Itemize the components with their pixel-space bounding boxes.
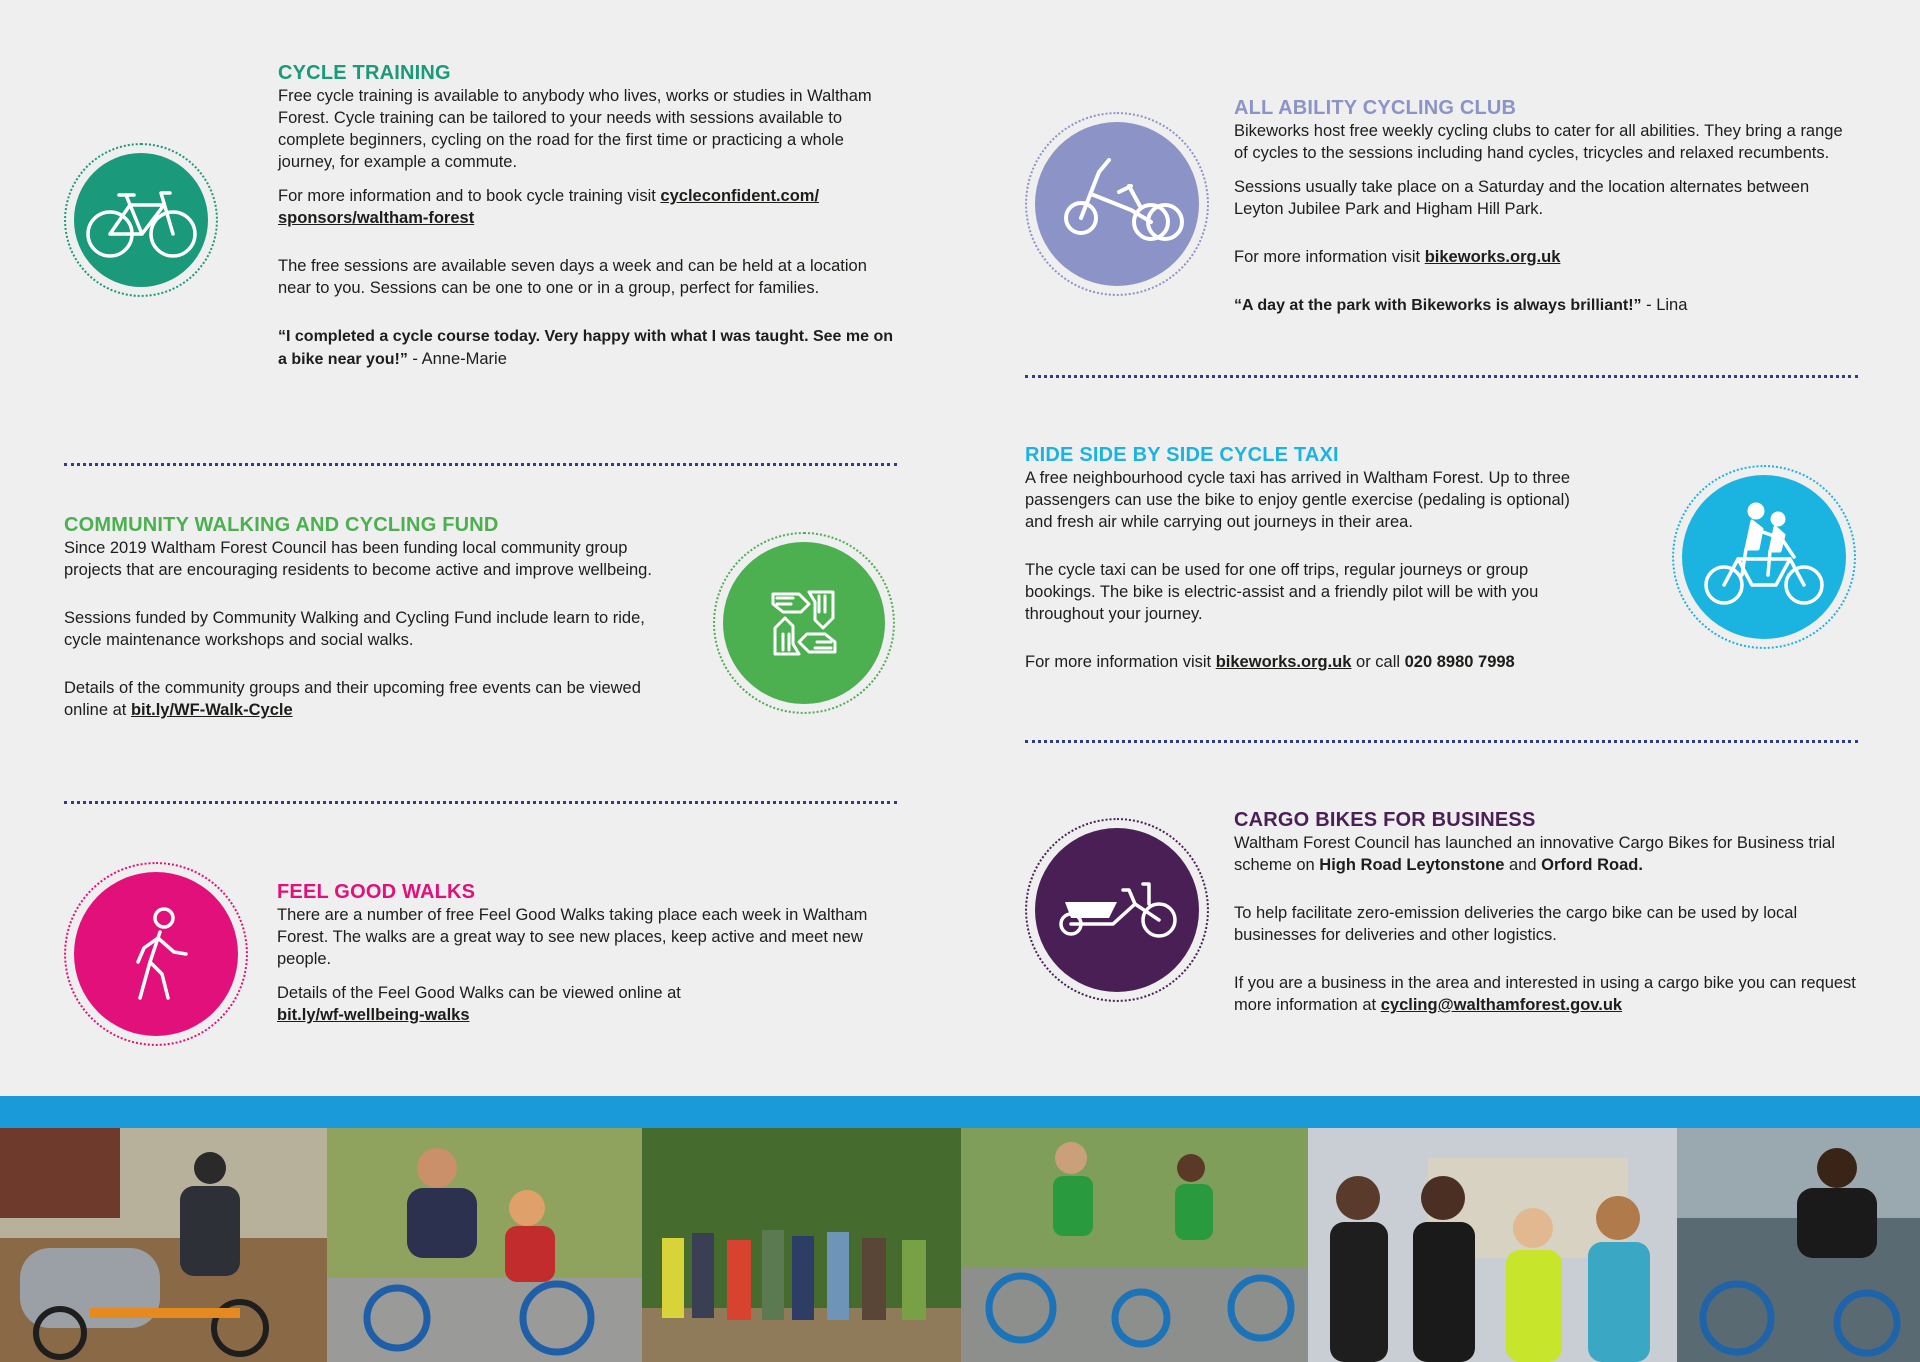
tandem-riders-icon: [1672, 465, 1856, 649]
blue-banner: [0, 1096, 1920, 1128]
body-text: A free neighbourhood cycle taxi has arrived in Waltham Forest. Up to three passengers can use the bike to enjoy gentle exercise (pedaling is optional) and fresh air while carrying out journeys in their area.: [1025, 469, 1571, 531]
cycle-training-section: [278, 62, 893, 371]
body-text: Free cycle training is available to anybody who lives, works or studies in Waltham Forest. Cycle training can be tailored to your needs with sessions available to complete beginners, cycling on the road for the first time or practicing a whole journey, for example a commute.: [278, 87, 872, 171]
section-title: COMMUNITY WALKING AND CYCLING FUND: [64, 514, 499, 536]
all-ability-section: [1234, 97, 1859, 317]
cycle-taxi-badge: [1672, 465, 1856, 649]
divider: [64, 801, 897, 804]
cargo-bikes-section: [1234, 809, 1864, 1016]
photo-group-women: [1308, 1128, 1677, 1362]
body-text: The cycle taxi can be used for one off trips, regular journeys or group bookings. The bike is electric-assist and a friendly pilot will be with you throughout your journey.: [1025, 561, 1539, 623]
body-text: The free sessions are available seven days a week and can be held at a location near to you. Sessions can be one to one or in a group, perfect for families.: [278, 257, 867, 297]
section-title: ALL ABILITY CYCLING CLUB: [1234, 97, 1517, 119]
info-text: Details of the Feel Good Walks can be viewed online at bit.ly/wf-wellbeing-walks: [277, 984, 681, 1024]
photo-recumbent-trike-rider: [1677, 1128, 1920, 1362]
photo-walking-group: [642, 1128, 961, 1362]
photo-side-by-side-cycle: [961, 1128, 1308, 1362]
phone-number[interactable]: 020 8980 7998: [1404, 653, 1515, 671]
walk-cycle-link[interactable]: bit.ly/WF-Walk-Cycle: [130, 701, 293, 719]
quote: “A day at the park with Bikeworks is always brilliant!”: [1234, 297, 1642, 314]
feel-good-walks-badge: [64, 862, 248, 1046]
info-text: For more information and to book cycle training visit cycleconfident.com/ sponsors/waltham-forest: [278, 187, 820, 227]
community-fund-section: [64, 514, 684, 721]
community-fund-badge: [713, 532, 895, 714]
body-text: There are a number of free Feel Good Walks taking place each week in Waltham Forest. The walks are a great way to see new places, keep active and meet new people.: [277, 906, 868, 968]
photo-cargo-bike-rider: [0, 1128, 327, 1362]
section-title: CARGO BIKES FOR BUSINESS: [1234, 809, 1536, 831]
bikeworks-link[interactable]: bikeworks.org.uk: [1424, 248, 1561, 266]
testimonial: [278, 325, 898, 371]
cargo-bike-icon: [1025, 818, 1209, 1002]
body-text: Sessions usually take place on a Saturday and the location alternates between Leyton Jubilee Park and Higham Hill Park.: [1234, 178, 1810, 218]
divider: [1025, 375, 1858, 378]
body-text: Since 2019 Waltham Forest Council has been funding local community group projects that are encouraging residents to become active and improve wellbeing.: [64, 539, 652, 579]
quote: “I completed a cycle course today. Very happy with what I was taught. See me on a bike near you!”: [278, 328, 893, 368]
feel-good-walks-section: [277, 881, 893, 1026]
cycle-training-badge: [64, 143, 218, 297]
info-text: Details of the community groups and their upcoming free events can be viewed online at bit.ly/WF-Walk-Cycle: [64, 679, 641, 719]
info-text: For more information visit bikeworks.org.uk or call 020 8980 7998: [1025, 653, 1515, 671]
body-text: To help facilitate zero-emission deliveries the cargo bike can be used by local businesses for deliveries and other logistics.: [1234, 904, 1798, 944]
cargo-bikes-badge: [1025, 818, 1209, 1002]
section-title: CYCLE TRAINING: [278, 62, 451, 84]
section-title: RIDE SIDE BY SIDE CYCLE TAXI: [1025, 444, 1339, 466]
photo-recumbent-riders: [327, 1128, 642, 1362]
walking-person-icon: [64, 862, 248, 1046]
quote-author: - Lina: [1641, 296, 1688, 314]
divider: [64, 463, 897, 466]
cycleconfident-link[interactable]: cycleconfident.com/ sponsors/waltham-forest: [278, 187, 820, 227]
section-title: FEEL GOOD WALKS: [277, 881, 476, 903]
all-ability-badge: [1025, 112, 1209, 296]
testimonial: [1234, 294, 1859, 317]
email-link[interactable]: cycling@walthamforest.gov.uk: [1380, 996, 1623, 1014]
body-text: Waltham Forest Council has launched an innovative Cargo Bikes for Business trial scheme on High Road Leytonstone and Orford Road.: [1234, 834, 1836, 874]
hands-together-icon: [713, 532, 895, 714]
body-text: Bikeworks host free weekly cycling clubs to cater for all abilities. They bring a range of cycles to the sessions including hand cycles, tricycles and relaxed recumbents.: [1234, 122, 1843, 162]
body-text: Sessions funded by Community Walking and Cycling Fund include learn to ride, cycle maintenance workshops and social walks.: [64, 609, 645, 649]
bicycle-icon: [64, 143, 218, 297]
bikeworks-link[interactable]: bikeworks.org.uk: [1215, 653, 1352, 671]
info-text: For more information visit bikeworks.org.uk: [1234, 248, 1561, 266]
cycle-taxi-section: [1025, 444, 1600, 673]
tricycle-icon: [1025, 112, 1209, 296]
divider: [1025, 740, 1858, 743]
cargo-box: [1065, 902, 1117, 918]
info-text: If you are a business in the area and interested in using a cargo bike you can request more information at cycling@walthamforest.gov.uk: [1234, 974, 1856, 1014]
wellbeing-walks-link[interactable]: bit.ly/wf-wellbeing-walks: [277, 1006, 470, 1024]
quote-author: - Anne-Marie: [407, 350, 507, 368]
